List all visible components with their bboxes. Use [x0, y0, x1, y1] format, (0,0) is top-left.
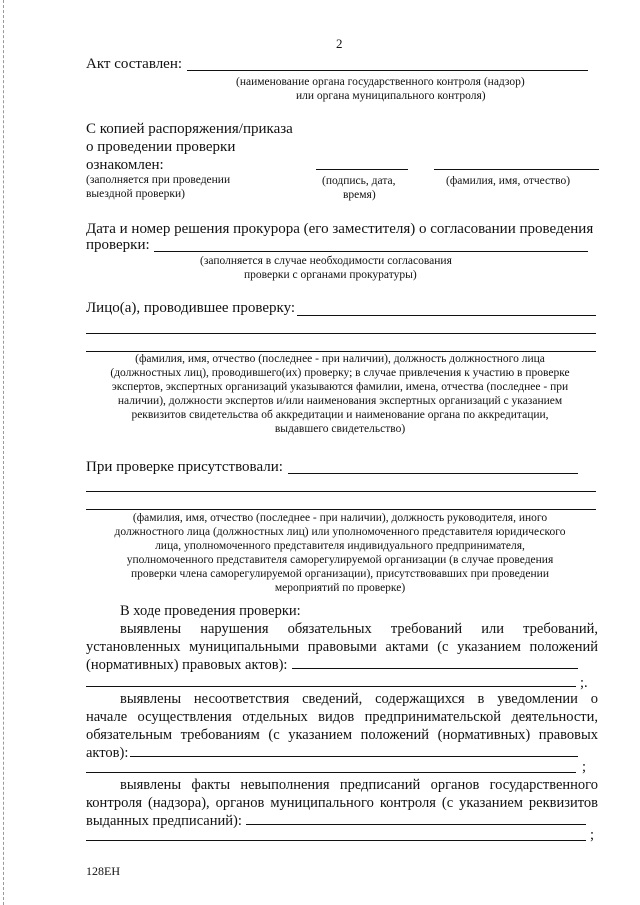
act-label: Акт составлен: [86, 56, 183, 72]
inspector-caption-1: (фамилия, имя, отчество (последнее - при наличии), должность должностного лица [135, 353, 545, 365]
prosecutor-field-line [154, 251, 588, 252]
finding-2-field-line-2 [86, 772, 576, 773]
finding-2-field-line-1 [130, 756, 578, 757]
finding-3-line-2: контроля (надзора), органов муниципального контроля (с указанием реквизитов [86, 795, 598, 811]
inspector-label: Лицо(а), проводившее проверку: [86, 300, 296, 316]
present-field-line-2 [86, 491, 596, 492]
prosecutor-line-1: Дата и номер решения прокурора (его заместителя) о согласовании проведения [86, 221, 594, 237]
inspector-caption-6: выдавшего свидетельство) [274, 423, 406, 435]
inspector-caption-2: (должностных лиц), проводившего(их) проверку; в случае привлечения к участию в проверке [110, 367, 570, 379]
signature-caption-1: (подпись, дата, [322, 175, 396, 187]
copy-order-line-3: ознакомлен: [86, 157, 164, 173]
present-field-line-3 [86, 509, 596, 510]
finding-2-line-3: обязательным требованиям (с указанием положений (нормативных) правовых [86, 727, 598, 743]
act-caption-2: или органа муниципального контроля) [296, 90, 486, 102]
finding-1-field-line-1 [292, 668, 578, 669]
finding-2-end: ; [582, 759, 587, 775]
signature-line [316, 169, 408, 170]
act-caption-1: (наименование органа государственного контроля (надзор) [236, 76, 525, 88]
name-line [434, 169, 599, 170]
footer-code: 128ЕН [86, 864, 120, 878]
findings-heading: В ходе проведения проверки: [120, 603, 301, 619]
act-field-line [187, 70, 588, 71]
inspector-caption-5: реквизитов свидетельства об аккредитации и наименование органа по аккредитации, [131, 409, 549, 421]
signature-caption-2: время) [343, 189, 376, 201]
finding-2-line-2: начале осуществления отдельных видов предпринимательской деятельности, [86, 709, 598, 725]
finding-2-line-4: актов): [86, 745, 129, 761]
present-caption-3: лица, уполномоченного представителя индивидуального предпринимателя, [155, 540, 525, 552]
finding-3-field-line-1 [246, 824, 586, 825]
prosecutor-line-2: проверки: [86, 237, 150, 253]
page-number: 2 [336, 36, 343, 51]
finding-1-line-2: установленных муниципальными правовыми актами (с указанием положений [86, 639, 598, 655]
finding-1-end: ;. [580, 675, 588, 691]
copy-order-line-2: о проведении проверки [86, 139, 236, 155]
finding-1-field-line-2 [86, 686, 576, 687]
finding-1-line-1: выявлены нарушения обязательных требований или требований, [120, 621, 598, 637]
copy-order-note-2: выездной проверки) [86, 188, 185, 200]
present-caption-5: проверки члена саморегулируемой организации), присутствовавших при проведении [131, 568, 549, 580]
inspector-caption-4: наличии), должности экспертов и/или наименования экспертных организаций с указанием [117, 395, 563, 407]
finding-3-end: ; [590, 827, 595, 843]
finding-1-line-3: (нормативных) правовых актов): [86, 657, 288, 673]
present-caption-6: мероприятий по проверке) [274, 582, 406, 594]
inspector-field-line-2 [86, 333, 596, 334]
name-caption: (фамилия, имя, отчество) [446, 175, 571, 187]
present-field-line-1 [288, 473, 578, 474]
copy-order-line-1: С копией распоряжения/приказа [86, 121, 293, 137]
finding-3-line-3: выданных предписаний): [86, 813, 242, 829]
inspector-caption-3: экспертов, экспертных организаций указываются фамилии, имена, отчества (последнее - при [111, 381, 569, 393]
present-caption-2: должностного лица (должностных лиц) или уполномоченного представителя юридического [114, 526, 566, 538]
present-label: При проверке присутствовали: [86, 459, 283, 475]
scan-edge [3, 0, 4, 905]
finding-2-line-1: выявлены несоответствия сведений, содержащихся в уведомлении о [120, 691, 598, 707]
present-caption-1: (фамилия, имя, отчество (последнее - при наличии), должность руководителя, иного [132, 512, 548, 524]
prosecutor-caption-1: (заполняется в случае необходимости согласования [200, 255, 452, 267]
copy-order-note-1: (заполняется при проведении [86, 174, 231, 186]
finding-3-field-line-2 [86, 840, 586, 841]
prosecutor-caption-2: проверки с органами прокуратуры) [244, 269, 417, 281]
finding-3-line-1: выявлены факты невыполнения предписаний органов государственного [120, 777, 598, 793]
present-caption-4: уполномоченного представителя саморегулируемой организации (в случае проведения [126, 554, 554, 566]
inspector-field-line-1 [297, 315, 596, 316]
